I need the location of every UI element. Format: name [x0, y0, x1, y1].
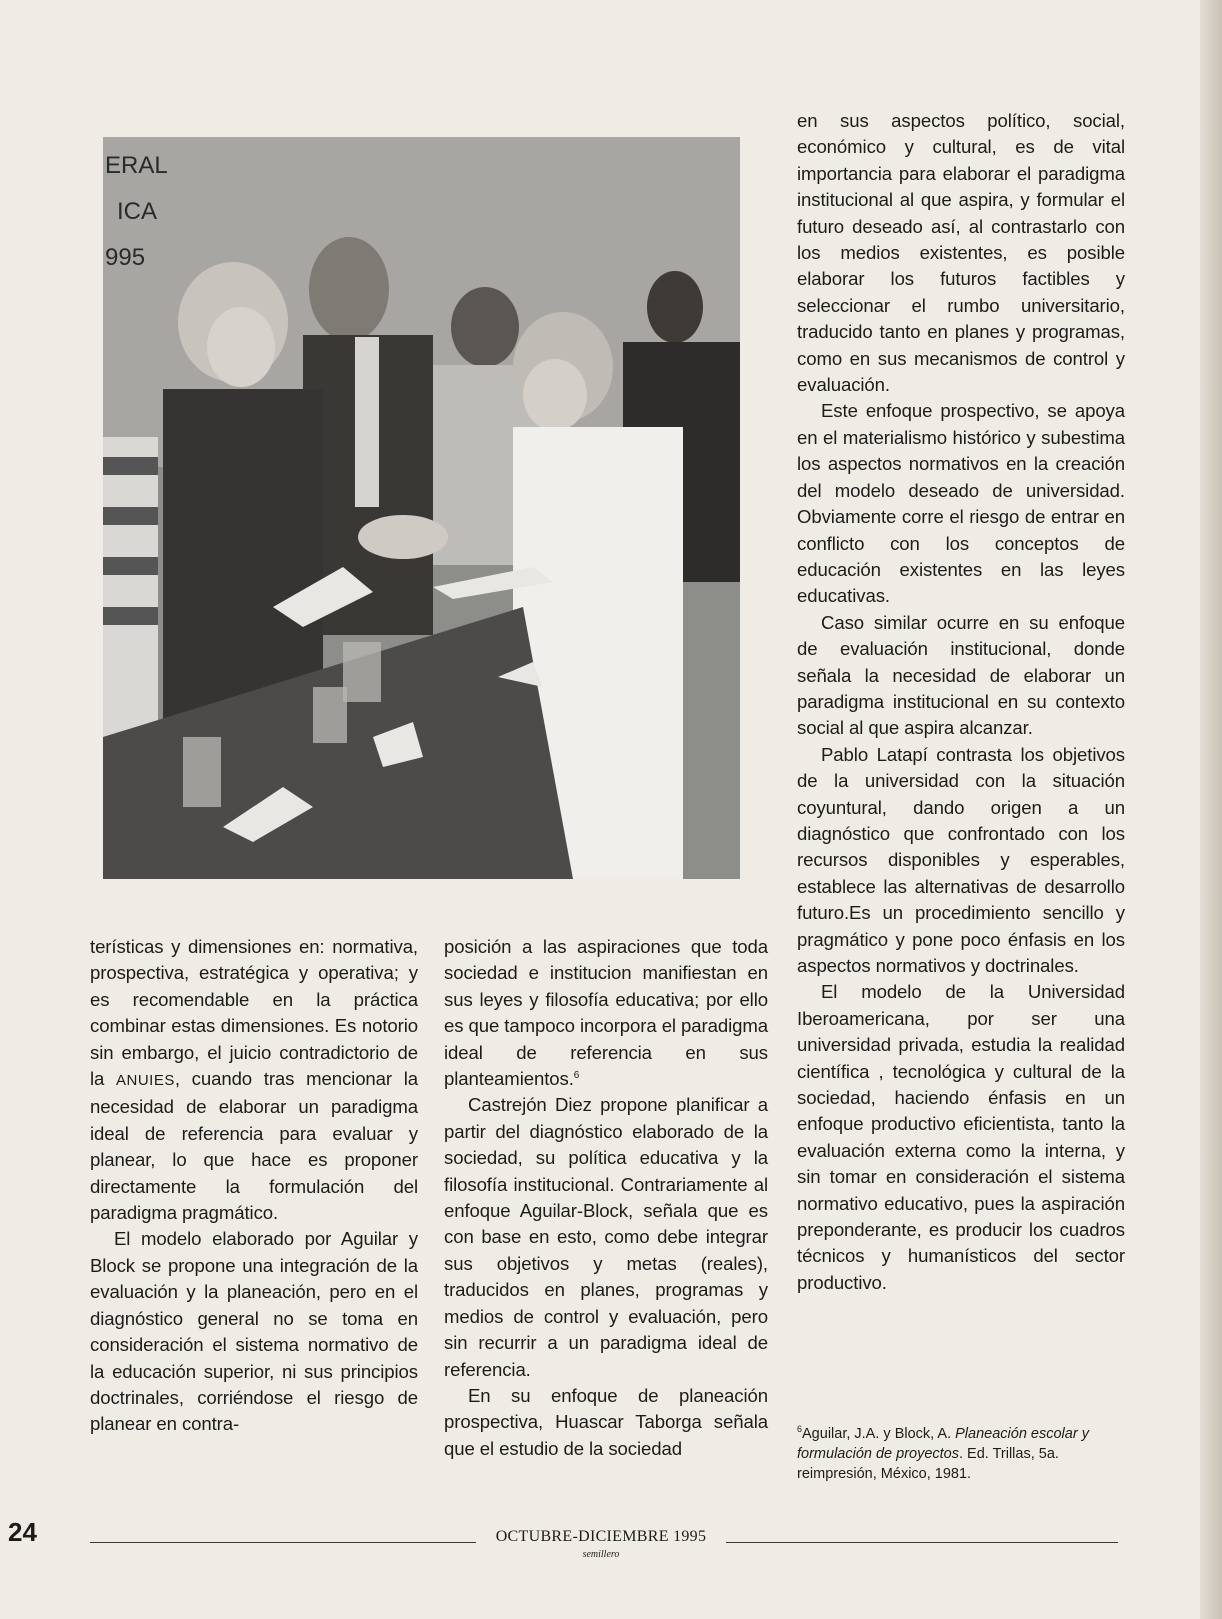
page-edge [1200, 0, 1222, 1619]
footer-rule-left [90, 1542, 476, 1543]
paragraph: Este enfoque prospectivo, se apoya en el materialismo histórico y subestima los aspectos normativos en la creación del modelo deseado de universidad. Obviamente corre el riesgo de entrar en conflicto con los conceptos de educación existentes en las leyes educativas. [797, 400, 1125, 607]
page-number: 24 [8, 1517, 37, 1547]
acronym-anuies: ANUIES [116, 1072, 175, 1090]
footer-magazine-name: semillero [582, 1549, 620, 1560]
paragraph: en sus aspectos político, social, económico y cultural, es de vital importancia para elaborar el paradigma institucional al que aspira, y formular el futuro deseado así, al contrastarlo con los medios existentes, es posible elaborar los futuros factibles y seleccionar el rumbo universitario, traducido tanto en planes y programas, como en sus mecanismos de control y evaluación. [797, 110, 1125, 396]
footnote-authors: Aguilar, J.A. y Block, A. [802, 1426, 956, 1442]
paragraph: El modelo elaborado por Aguilar y Block se propone una integración de la evaluación y la planeación, pero en el diagnóstico general no se toma en consideración el sistema normativo de la educación superior, ni sus principios doctrinales, corriéndose el riesgo de planear en contra- [90, 1228, 418, 1435]
footnote-title: Planeación escolar y formulación de proyectos [797, 1426, 1089, 1462]
text-column-right [797, 108, 1125, 1296]
paragraph: El modelo de la Universidad Iberoamericana, por ser una universidad privada, estudia la realidad científica , tecnológica y cultural de la sociedad, haciendo énfasis en un enfoque productivo eficientista, tanto la evaluación externa como la interna, y sin tomar en consideración el sistema normativo educativo, pues la aspiración preponderante, es producir los cuadros técnicos y humanísticos del sector productivo. [797, 981, 1125, 1293]
footer-rule-right [726, 1542, 1118, 1543]
footnote-number: 6 [797, 1424, 803, 1435]
footer-date: OCTUBRE-DICIEMBRE 1995 [495, 1528, 707, 1545]
paragraph: Castrejón Diez propone planificar a partir del diagnóstico elaborado de la sociedad, su política educativa y la filosofía institucional. Contrariamente al enfoque Aguilar-Block, señala que es con base en esto, como debe integrar sus objetivos y metas (reales), traducidos en planes, programas y medios de control y evaluación, pero sin recurrir a un paradigma ideal de referencia. [444, 1094, 768, 1380]
banner-text-1: ERAL [105, 152, 168, 179]
paragraph: Pablo Latapí contrasta los objetivos de la universidad con la situación coyuntural, dando origen a un diagnóstico que confrontado con los recursos disponibles y esperables, establece las alternativas de desarrollo futuro.Es un procedimiento sencillo y pragmático y pone poco énfasis en los aspectos normativos y doctrinales. [797, 743, 1125, 976]
banner-text-2: ICA [117, 198, 158, 225]
footnote [797, 1424, 1127, 1484]
banner-text-3: 995 [105, 244, 146, 271]
paragraph: En su enfoque de planeación prospectiva, Huascar Taborga señala que el estudio de la sociedad [444, 1384, 768, 1459]
paragraph: Caso similar ocurre en su enfoque de evaluación institucional, donde señala la necesidad de elaborar un paradigma institucional en su contexto social al que aspira alcanzar. [797, 611, 1125, 739]
paragraph: terísticas y dimensiones en: normativa, prospectiva, estratégica y operativa; y es recomendable en la práctica combinar estas dimensiones. Es notorio sin embargo, el juicio contradictorio de la ANUIES, cuando tras mencionar la necesidad de elaborar un paradigma ideal de referencia para evaluar y planear, lo que hace es proponer directamente la formulación del paradigma pragmático. [90, 936, 418, 1224]
text-column-middle [444, 934, 768, 1462]
paragraph: posición a las aspiraciones que toda sociedad e institucion manifiestan en sus leyes y filosofía educativa; por ello es que tampoco incorpora el paradigma ideal de referencia en sus planteamientos.$^6$ [444, 936, 768, 1090]
text-column-left [90, 934, 418, 1438]
footnote-publication: . Ed. Trillas, 5a. reimpresión, México, 1981. [797, 1446, 1059, 1482]
footnote-reference: 6 [573, 1069, 580, 1081]
event-photograph [103, 137, 740, 879]
